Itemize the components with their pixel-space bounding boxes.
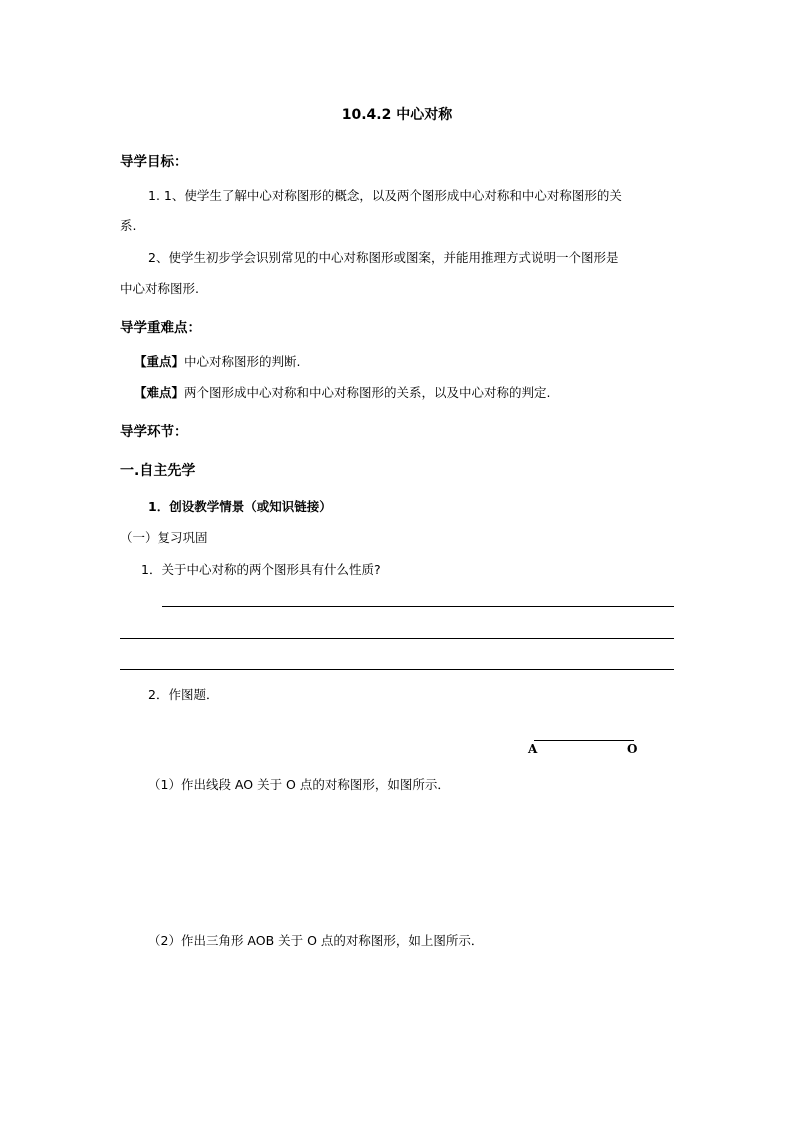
- answer-line-1: [162, 606, 674, 607]
- goal-2-line-1: 2、使学生初步学会识别常见的中心对称图形或图案，并能用推理方式说明一个图形是: [148, 250, 619, 265]
- task-2: （2）作出三角形 AOB 关于 O 点的对称图形，如上图所示．: [148, 933, 484, 948]
- key-point-text: 中心对称图形的判断.: [184, 354, 301, 369]
- answer-line-2: [120, 638, 674, 639]
- goal-1-line-1: 1. 1、使学生了解中心对称图形的概念，以及两个图形成中心对称和中心对称图形的关: [148, 188, 622, 203]
- task-1: （1）作出线段 AO 关于 O 点的对称图形，如图所示．: [148, 777, 450, 792]
- question-1: 1．关于中心对称的两个图形具有什么性质?: [141, 562, 381, 577]
- segment-ao: [534, 740, 634, 741]
- hard-point-text: 两个图形成中心对称和中心对称图形的关系，以及中心对称的判定.: [184, 385, 551, 400]
- key-point-label: 【重点】: [134, 354, 185, 369]
- point-a-label: A: [528, 742, 538, 756]
- review-label: （一）复习巩固: [120, 530, 208, 545]
- question-2: 2．作图题．: [148, 687, 219, 702]
- answer-line-3: [120, 669, 674, 670]
- item-1-label: 1．创设教学情景（或知识链接）: [148, 499, 332, 514]
- goals-heading: 导学目标：: [120, 154, 188, 170]
- self-study-heading: 一.自主先学: [120, 463, 196, 479]
- point-o-label: O: [627, 742, 638, 756]
- goal-2-line-2: 中心对称图形.: [120, 281, 199, 296]
- hard-point: [134, 383, 551, 401]
- steps-heading: 导学环节：: [120, 424, 188, 440]
- difficulty-heading: 导学重难点：: [120, 320, 201, 336]
- page-title: 10.4.2 中心对称: [341, 107, 453, 123]
- hard-point-label: 【难点】: [134, 385, 185, 400]
- key-point: [134, 352, 301, 370]
- goal-1-line-2: 系.: [120, 218, 137, 233]
